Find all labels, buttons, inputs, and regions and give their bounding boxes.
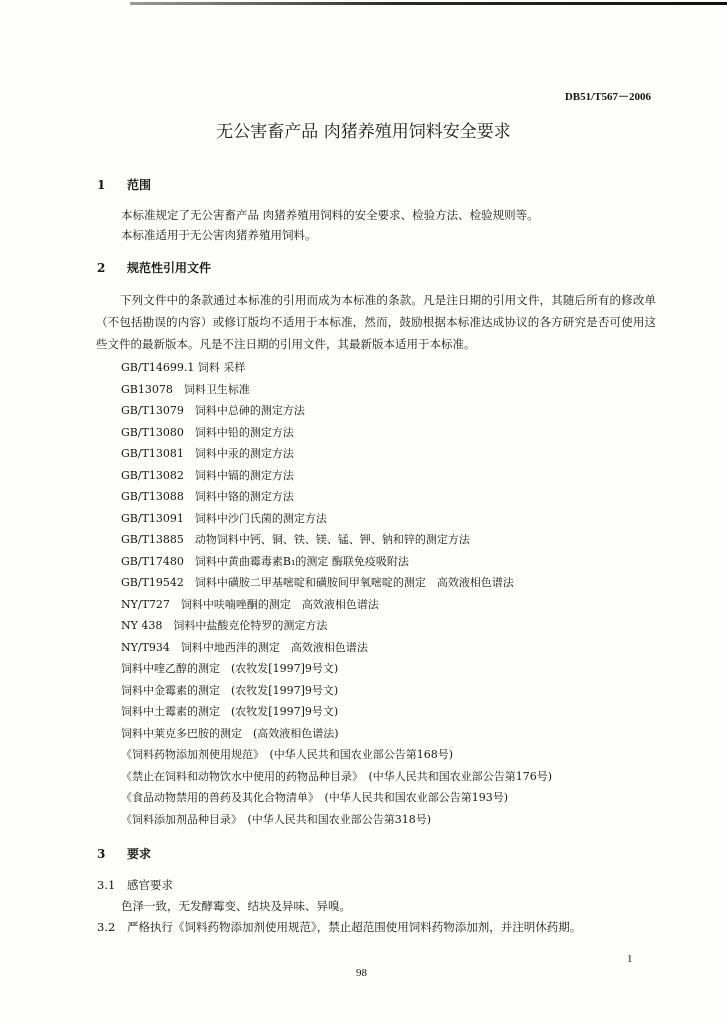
section-number: 1 (97, 178, 106, 192)
subsection-number: 3.1 (97, 878, 116, 892)
reference-item: 《食品动物禁用的兽药及其化合物清单》 (中华人民共和国农业部公告第193号) (121, 791, 509, 804)
subsection-3-2 (97, 918, 581, 937)
reference-item: 饲料中莱克多巴胺的测定 (高效液相色谱法) (121, 726, 339, 740)
reference-item: 《饲料添加剂品种目录》 (中华人民共和国农业部公告第318号) (121, 812, 432, 826)
section-number: 3 (97, 847, 106, 861)
section-title: 规范性引用文件 (127, 261, 212, 275)
reference-list (121, 357, 552, 830)
subsection-3-1-heading (97, 876, 173, 895)
reference-item: GB/T13088 饲料中铬的测定方法 (121, 490, 294, 503)
page-number-center: 98 (356, 967, 367, 979)
reference-item: GB/T13082 饲料中镉的测定方法 (121, 468, 294, 482)
subsection-text: 严格执行《饲料药物添加剂使用规范》，禁止超范围使用饲料药物添加剂，并注明休药期。 (127, 920, 582, 934)
section-title: 要求 (127, 847, 152, 861)
section-2-heading (97, 259, 211, 276)
reference-item: GB/T14699.1 饲料 采样 (121, 361, 246, 374)
reference-item: GB13078 饲料卫生标准 (121, 382, 250, 396)
subsection-title: 感官要求 (127, 878, 173, 892)
page-title: 无公害畜产品 肉猪养殖用饲料安全要求 (216, 122, 511, 142)
section-3-heading (97, 845, 151, 862)
document-code: DB51/T567－2006 (564, 91, 651, 103)
scan-edge-line (130, 2, 727, 5)
reference-item: 饲料中喹乙醇的测定 (农牧发[1997]9号文) (121, 662, 339, 675)
subsection-3-1-text: 色泽一致，无发酵霉变、结块及异味、异嗅。 (121, 899, 351, 913)
subsection-number: 3.2 (97, 920, 116, 934)
reference-item: 《饲料药物添加剂使用规范》 (中华人民共和国农业部公告第168号) (121, 748, 454, 761)
reference-item: NY 438 饲料中盐酸克伦特罗的测定方法 (121, 619, 328, 632)
reference-item: GB/T17480 饲料中黄曲霉毒素B₁的测定 酶联免疫吸附法 (121, 554, 409, 568)
references-intro-paragraph: 下列文件中的条款通过本标准的引用而成为本标准的条款。凡是注日期的引用文件，其随后所有的修改单（不包括勘误的内容）或修订版均不适用于本标准，然而，鼓励根据本标准达成协议的各方研究是否可使用这些文件的最新版本。凡是不注日期的引用文件，其最新版本适用于本标准。 (96, 293, 656, 351)
section-title: 范围 (127, 178, 152, 192)
reference-item: NY/T934 饲料中地西泮的测定 高效液相色谱法 (121, 640, 368, 654)
section-1-heading (97, 176, 151, 193)
reference-item: GB/T13081 饲料中汞的测定方法 (121, 447, 294, 460)
reference-item: GB/T13885 动物饲料中钙、铜、铁、镁、锰、钾、钠和锌的测定方法 (121, 533, 470, 546)
section-number: 2 (97, 261, 106, 275)
reference-item: 饲料中土霉素的测定 (农牧发[1997]9号文) (121, 705, 339, 718)
reference-item: GB/T13080 饲料中铅的测定方法 (121, 425, 294, 439)
scope-paragraph-1: 本标准规定了无公害畜产品 肉猪养殖用饲料的安全要求、检验方法、检验规则等。 (121, 208, 539, 222)
reference-item: NY/T727 饲料中呋喃唑酮的测定 高效液相色谱法 (121, 597, 379, 611)
page-number-right: 1 (627, 953, 633, 965)
reference-item: 《禁止在饲料和动物饮水中使用的药物品种目录》 (中华人民共和国农业部公告第176号) (121, 769, 553, 783)
reference-item: GB/T19542 饲料中磺胺二甲基嘧啶和磺胺间甲氧嘧啶的测定 高效液相色谱法 (121, 576, 514, 589)
scope-paragraph-2: 本标准适用于无公害肉猪养殖用饲料。 (121, 228, 317, 242)
reference-item: 饲料中金霉素的测定 (农牧发[1997]9号文) (121, 683, 339, 697)
reference-item: GB/T13079 饲料中总砷的测定方法 (121, 404, 305, 417)
reference-item: GB/T13091 饲料中沙门氏菌的测定方法 (121, 511, 327, 525)
